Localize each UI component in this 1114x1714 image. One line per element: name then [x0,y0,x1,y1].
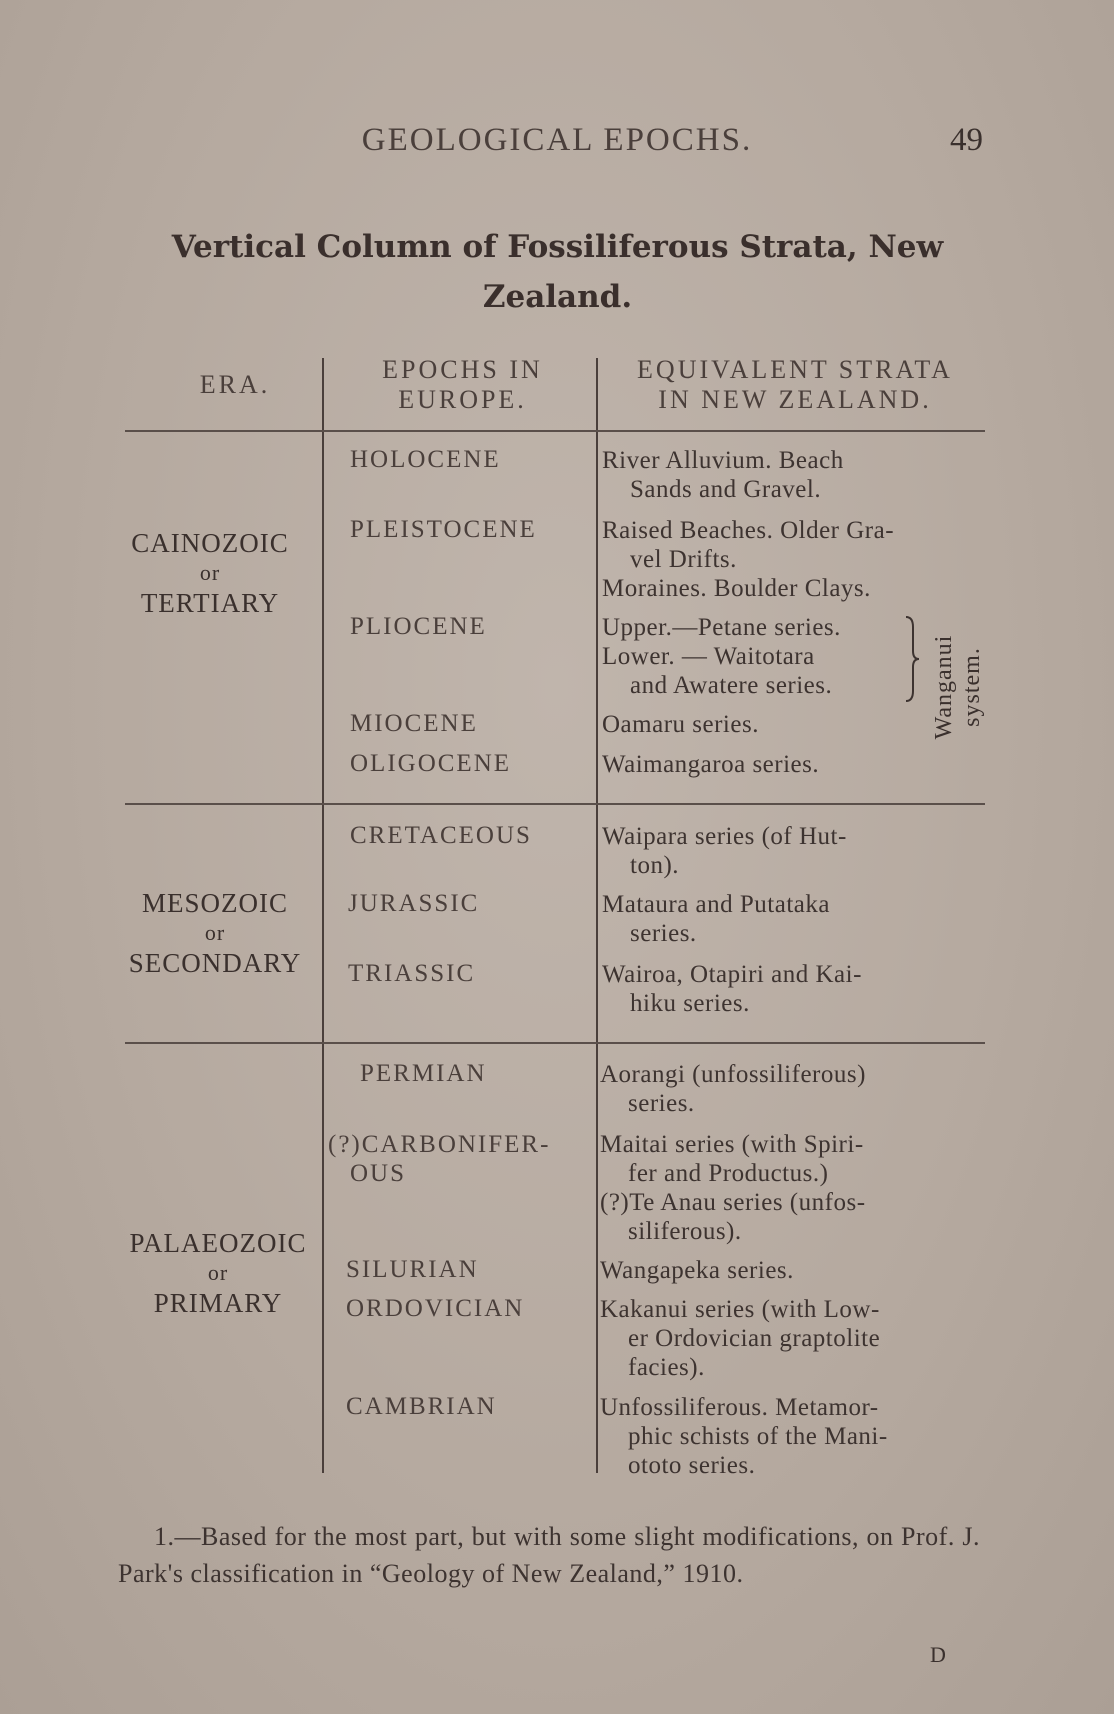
strata-carb-line3: (?)Te Anau series (unfos- [600,1189,866,1216]
wanganui-label-line1: Wanganui [931,634,957,740]
strata-holocene [602,446,954,504]
strata-holocene-line2: Sands and Gravel. [630,476,822,503]
column-rule-epochs [596,358,598,1473]
strata-ordovician-line2: er Ordovician graptolite [628,1325,881,1352]
strata-jurassic-line2: series. [630,920,697,947]
strata-ordovician [600,1295,952,1382]
era-cainozoic [115,528,305,618]
strata-cambrian-line1: Unfossiliferous. Metamor- [600,1394,879,1421]
footnote [118,1518,980,1592]
strata-jurassic-line1: Mataura and Putataka [602,891,830,918]
signature-mark: D [930,1642,946,1667]
header-strata-line2: IN NEW ZEALAND. [658,385,932,414]
wanganui-system-label [916,612,985,762]
strata-pleistocene [602,516,954,603]
era-palaeozoic-or: or [207,1260,229,1285]
era-palaeozoic [118,1228,318,1318]
era-palaeozoic-name: PALAEOZOIC [129,1228,307,1258]
era-cainozoic-name: CAINOZOIC [131,528,289,558]
strata-triassic-line1: Wairoa, Otapiri and Kai- [602,961,862,988]
strata-carb-line4: siliferous). [628,1218,742,1245]
strata-permian-line2: series. [628,1090,695,1117]
divider-mesozoic-palaeozoic [125,1042,985,1044]
page-number: 49 [950,122,983,158]
strata-cambrian-line3: ototo series. [628,1452,756,1479]
epoch-ordovician: ORDOVICIAN [346,1295,525,1322]
epoch-permian: PERMIAN [360,1060,487,1087]
strata-cretaceous [602,822,954,880]
strata-cretaceous-line1: Waipara series (of Hut- [602,823,847,850]
strata-jurassic [602,890,954,948]
header-strata [605,355,985,415]
era-mesozoic-or: or [204,920,226,945]
column-rule-era [322,358,324,1473]
header-epochs [335,355,590,415]
strata-silurian: Wangapeka series. [600,1257,794,1284]
strata-triassic [602,960,954,1018]
epoch-cretaceous: CRETACEOUS [350,822,532,849]
strata-permian-line1: Aorangi (unfossiliferous) [600,1061,866,1088]
epoch-oligocene: OLIGOCENE [350,750,512,777]
era-mesozoic-name: MESOZOIC [141,888,288,918]
running-head: GEOLOGICAL EPOCHS. [361,122,753,158]
strata-pliocene-line2: Lower. — Waitotara [602,643,815,670]
divider-cainozoic-mesozoic [125,803,985,805]
strata-permian [600,1060,952,1118]
epoch-carboniferous-line1: (?)CARBONIFER- [328,1131,551,1158]
epoch-pliocene: PLIOCENE [350,613,487,640]
epoch-jurassic: JURASSIC [348,890,480,917]
epoch-pleistocene: PLEISTOCENE [350,516,537,543]
strata-pleistocene-line3: Moraines. Boulder Clays. [602,575,871,602]
epoch-carboniferous-line2: OUS [350,1160,407,1187]
header-strata-line1: EQUIVALENT STRATA [637,355,953,384]
epoch-holocene: HOLOCENE [350,446,501,473]
strata-triassic-line2: hiku series. [630,990,750,1017]
era-palaeozoic-alt: PRIMARY [153,1288,283,1318]
era-mesozoic [115,888,315,978]
header-epochs-line2: EUROPE. [398,385,527,414]
table-title: Vertical Column of Fossiliferous Strata, New Zealand. [171,229,944,315]
header-era: ERA. [199,370,271,399]
header-epochs-line1: EPOCHS IN [382,355,543,384]
strata-pleistocene-line1: Raised Beaches. Older Gra- [602,517,895,544]
footnote-text: 1.—Based for the most part, but with some slight modifications, on Prof. J. Park's classification in “Geology of New Zealand,” 1910. [118,1522,980,1588]
strata-cretaceous-line2: ton). [630,852,680,879]
epoch-carboniferous [328,1130,550,1188]
epoch-triassic: TRIASSIC [348,960,476,987]
strata-carb-line2: fer and Productus.) [628,1160,829,1187]
strata-cambrian [600,1393,952,1480]
strata-cambrian-line2: phic schists of the Mani- [628,1423,888,1450]
era-cainozoic-or: or [199,560,221,585]
header-rule [125,430,985,432]
era-mesozoic-alt: SECONDARY [128,948,302,978]
strata-oligocene: Waimangaroa series. [602,751,820,778]
wanganui-label-line2: system. [959,647,985,727]
strata-pliocene-line3: and Awatere series. [630,672,833,699]
strata-carboniferous [600,1130,952,1246]
strata-pleistocene-line2: vel Drifts. [630,546,737,573]
strata-carb-line1: Maitai series (with Spiri- [600,1131,864,1158]
strata-pliocene-line1: Upper.—Petane series. [602,614,841,641]
epoch-cambrian: CAMBRIAN [346,1393,497,1420]
strata-holocene-line1: River Alluvium. Beach [602,447,844,474]
epoch-miocene: MIOCENE [350,710,478,737]
epoch-silurian: SILURIAN [346,1256,479,1283]
strata-miocene: Oamaru series. [602,711,759,738]
strata-ordovician-line1: Kakanui series (with Low- [600,1296,880,1323]
era-cainozoic-alt: TERTIARY [140,588,280,618]
strata-pliocene [602,613,922,700]
strata-ordovician-line3: facies). [628,1354,705,1381]
